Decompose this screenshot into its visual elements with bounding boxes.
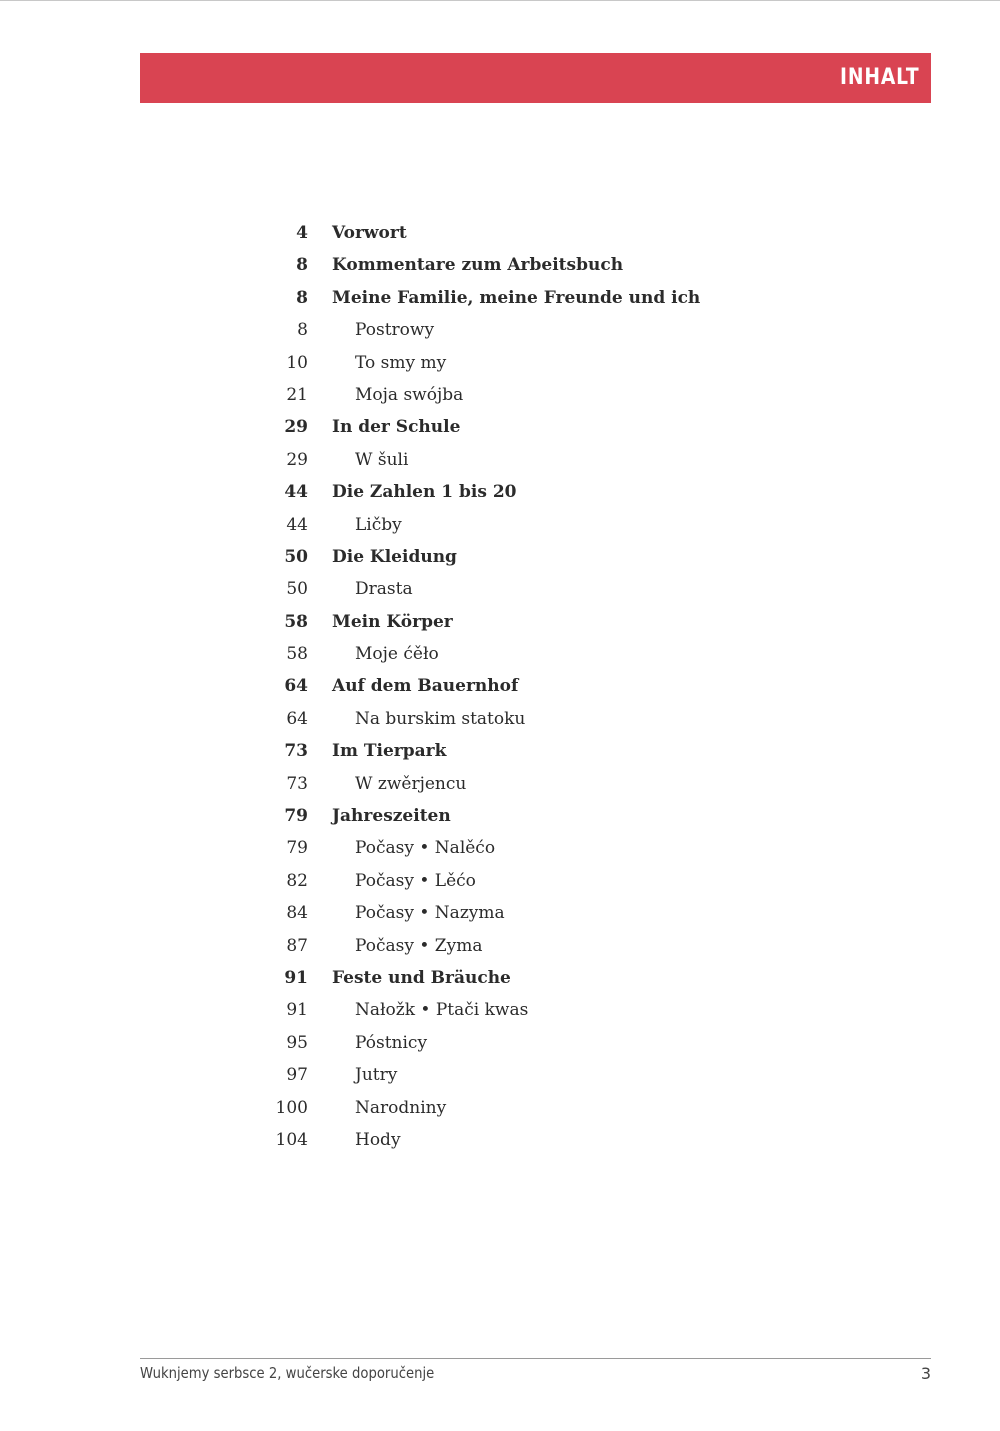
toc-entry-main: [250, 541, 770, 573]
toc-title: In der Schule: [332, 417, 461, 438]
toc-title: Auf dem Bauernhof: [332, 676, 519, 697]
toc-page-number: 29: [284, 417, 308, 438]
toc-entry-main: [250, 411, 770, 443]
toc-entry-main: [250, 670, 770, 702]
toc-title: Die Zahlen 1 bis 20: [332, 482, 517, 503]
footer-page-number: 3: [920, 1364, 931, 1383]
toc-title: Jahreszeiten: [332, 806, 451, 827]
toc-entry-sub: [250, 347, 770, 379]
toc-page-number: 58: [286, 644, 308, 665]
toc-title: Na burskim statoku: [355, 708, 526, 729]
toc-page-number: 21: [286, 384, 308, 405]
toc-title: Im Tierpark: [332, 741, 447, 762]
toc-entry-sub: [250, 638, 770, 670]
toc-page-number: 8: [296, 255, 308, 276]
toc-entry-sub: [250, 509, 770, 541]
toc-title: Moje ćěło: [355, 644, 439, 665]
toc-title: Hody: [355, 1129, 401, 1150]
toc-entry-sub: [250, 1092, 770, 1124]
toc-page-number: 10: [286, 352, 308, 373]
toc-page-number: 8: [297, 320, 308, 341]
toc-entry-main: [250, 249, 770, 281]
toc-title: W šuli: [355, 449, 409, 470]
toc-title: Počasy • Lěćo: [355, 870, 476, 891]
toc-entry-sub: [250, 1059, 770, 1091]
toc-title: Ličby: [355, 514, 402, 535]
toc-page-number: 29: [286, 449, 308, 470]
toc-title: Počasy • Zyma: [355, 935, 483, 956]
toc-title: Mein Körper: [332, 611, 453, 632]
page-title: INHALT: [839, 65, 919, 90]
toc-page-number: 50: [286, 579, 308, 600]
toc-entry-sub: [250, 703, 770, 735]
toc-entry-main: [250, 217, 770, 249]
toc-page-number: 44: [284, 482, 308, 503]
toc-page-number: 84: [286, 903, 308, 924]
toc-title: W zwěrjencu: [355, 773, 467, 794]
toc-title: Póstnicy: [355, 1032, 428, 1053]
toc-page-number: 79: [284, 806, 308, 827]
toc-page-number: 44: [286, 514, 308, 535]
toc-title: Feste und Bräuche: [332, 967, 511, 988]
toc-entry-sub: [250, 994, 770, 1026]
toc-entry-main: [250, 476, 770, 508]
toc-title: Die Kleidung: [332, 546, 457, 567]
toc-entry-sub: [250, 865, 770, 897]
toc-entry-sub: [250, 314, 770, 346]
toc-entry-main: [250, 962, 770, 994]
toc-entry-sub: [250, 573, 770, 605]
top-rule: [0, 0, 1000, 1]
toc-title: To smy my: [355, 352, 447, 373]
toc-entry-main: [250, 800, 770, 832]
toc-page-number: 64: [286, 708, 308, 729]
toc-entry-sub: [250, 1124, 770, 1156]
toc-title: Moja swójba: [355, 384, 464, 405]
toc-entry-sub: [250, 379, 770, 411]
toc-page-number: 73: [286, 773, 308, 794]
toc-entry-main: [250, 282, 770, 314]
toc-entry-main: [250, 606, 770, 638]
toc-title: Nałožk • Ptači kwas: [355, 1000, 529, 1021]
toc-page-number: 100: [275, 1097, 308, 1118]
toc-page-number: 64: [284, 676, 308, 697]
toc-page-number: 91: [284, 967, 308, 988]
toc-page-number: 73: [284, 741, 308, 762]
toc-title: Jutry: [355, 1065, 398, 1086]
footer-rule: [140, 1358, 931, 1359]
toc-title: Postrowy: [355, 320, 435, 341]
header-bar: [140, 53, 931, 103]
toc-entry-sub: [250, 897, 770, 929]
toc-entry-sub: [250, 768, 770, 800]
toc-title: Drasta: [355, 579, 413, 600]
table-of-contents: [250, 217, 770, 1156]
toc-page-number: 4: [296, 223, 308, 243]
toc-page-number: 95: [286, 1032, 308, 1053]
toc-entry-sub: [250, 1027, 770, 1059]
footer-text: Wuknjemy serbsce 2, wučerske doporučenje: [140, 1364, 435, 1382]
toc-title: Počasy • Nalěćo: [355, 838, 496, 859]
toc-title: Vorwort: [332, 223, 407, 243]
toc-page-number: 50: [284, 546, 308, 567]
toc-page-number: 8: [296, 287, 308, 308]
toc-entry-sub: [250, 444, 770, 476]
toc-page-number: 104: [275, 1129, 308, 1150]
toc-page-number: 79: [286, 838, 308, 859]
toc-page-number: 87: [286, 935, 308, 956]
toc-page-number: 91: [286, 1000, 308, 1021]
toc-title: Počasy • Nazyma: [355, 903, 505, 924]
toc-entry-main: [250, 735, 770, 767]
toc-title: Narodniny: [355, 1097, 447, 1118]
toc-entry-sub: [250, 832, 770, 864]
toc-entry-sub: [250, 930, 770, 962]
toc-title: Kommentare zum Arbeitsbuch: [332, 255, 624, 276]
toc-page-number: 58: [284, 611, 308, 632]
toc-title: Meine Familie, meine Freunde und ich: [332, 287, 701, 308]
toc-page-number: 97: [286, 1065, 308, 1086]
toc-page-number: 82: [286, 870, 308, 891]
